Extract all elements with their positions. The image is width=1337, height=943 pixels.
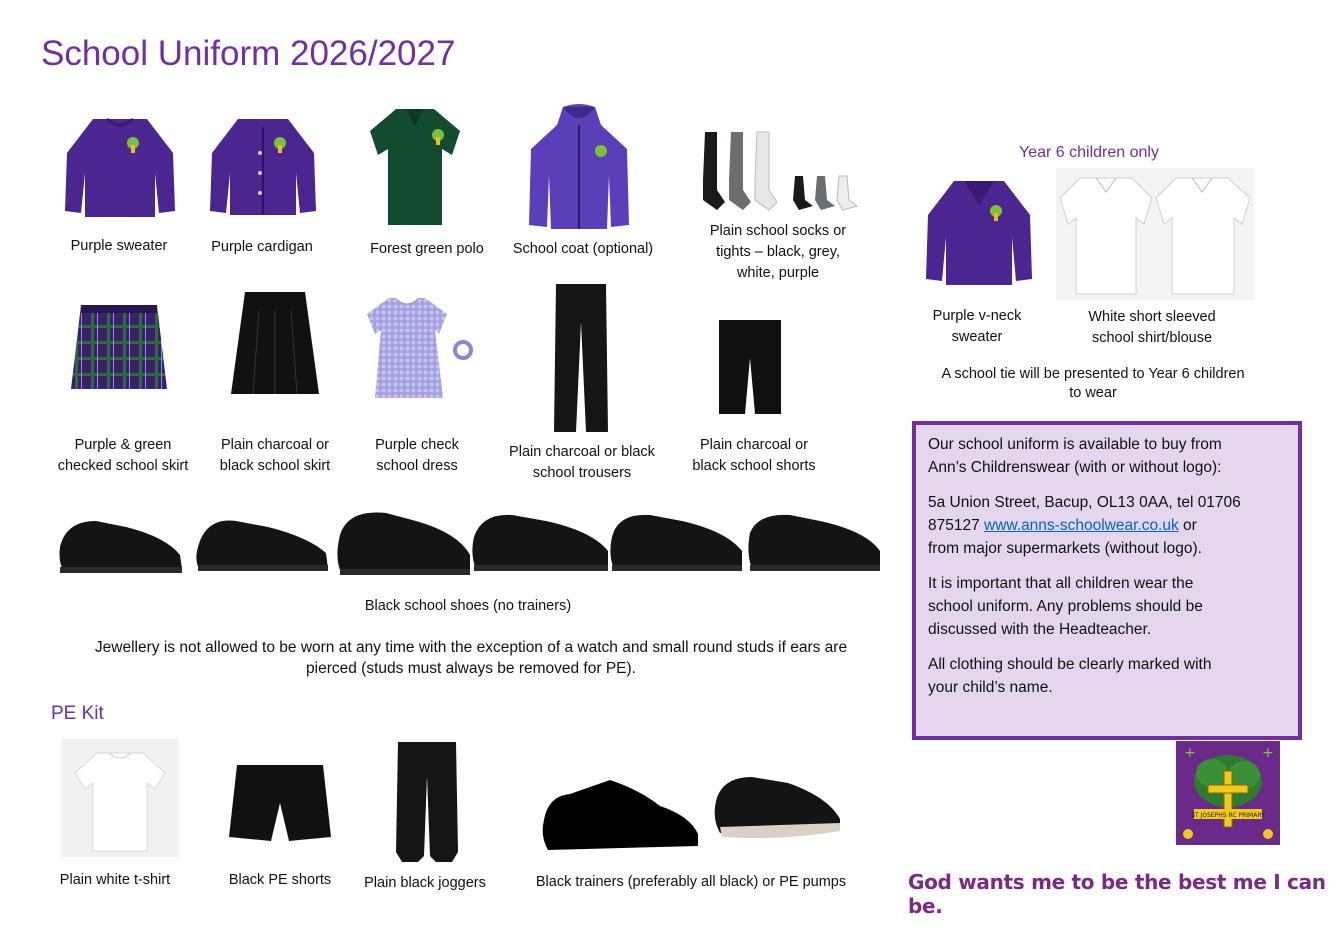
- note-line: to wear: [1069, 385, 1117, 401]
- tie-note: [920, 365, 1266, 403]
- school-coat-image: [527, 105, 631, 231]
- item-label-check-dress: [352, 435, 482, 477]
- schoolwear-website-link[interactable]: www.anns-schoolwear.co.uk: [984, 517, 1179, 534]
- label-line: Purple check: [375, 437, 459, 453]
- item-label-purple-sweater: Purple sweater: [70, 238, 168, 254]
- label-line: black school shorts: [692, 458, 816, 474]
- info-line: school uniform. Any problems should be: [928, 598, 1203, 615]
- info-line: Ann’s Childrenswear (with or without logo):: [928, 459, 1222, 476]
- green-polo-image: [368, 105, 462, 229]
- black-joggers-image: [392, 740, 462, 864]
- charcoal-skirt-image: [229, 290, 321, 400]
- pe-label-joggers: Plain black joggers: [364, 875, 486, 891]
- address-line: 5a Union Street, Bacup, OL13 0AA, tel 01706: [928, 494, 1241, 511]
- label-line: sweater: [951, 329, 1003, 345]
- info-paragraph-address: [928, 491, 1286, 560]
- pe-kit-title: PE Kit: [51, 703, 104, 724]
- label-line: Plain charcoal or black: [509, 444, 655, 460]
- school-shoes-image: [56, 507, 882, 583]
- info-line: from major supermarkets (without logo).: [928, 540, 1202, 557]
- item-label-charcoal-skirt: [205, 435, 345, 477]
- pe-pumps-image: [712, 771, 844, 847]
- label-line: white, purple: [736, 265, 820, 281]
- item-label-school-coat: School coat (optional): [512, 241, 654, 257]
- check-dress-image: [367, 290, 477, 404]
- school-motto: God wants me to be the best me I can be.: [908, 870, 1326, 918]
- item-label-checked-skirt: [45, 435, 201, 477]
- label-line: Plain charcoal or: [221, 437, 329, 453]
- info-paragraph-supplier: [928, 433, 1286, 479]
- info-paragraph-importance: [928, 572, 1286, 641]
- pe-shorts-image: [227, 763, 333, 845]
- info-line: It is important that all children wear the: [928, 575, 1194, 592]
- info-text: or: [1178, 517, 1197, 534]
- uniform-info-box: [912, 421, 1302, 740]
- info-line: Our school uniform is available to buy from: [928, 436, 1222, 453]
- school-logo: [1176, 741, 1280, 845]
- item-label-green-polo: Forest green polo: [370, 241, 484, 257]
- pe-label-tshirt: Plain white t-shirt: [59, 872, 171, 888]
- shoes-label: Black school shoes (no trainers): [364, 598, 572, 614]
- label-line: tights – black, grey,: [716, 244, 840, 260]
- jewellery-note: [40, 637, 902, 679]
- label-line: Plain school socks or: [709, 223, 847, 239]
- svg-text:+: +: [1262, 745, 1274, 761]
- year6-title: Year 6 children only: [1019, 144, 1159, 161]
- label-line: Purple & green: [74, 437, 172, 453]
- note-line: Jewellery is not allowed to be worn at any time with the exception of a watch and small round studs if ears are: [94, 639, 848, 656]
- item-label-shorts: [680, 435, 828, 477]
- year6-label-sweater: [912, 306, 1042, 348]
- label-line: Purple v-neck: [932, 308, 1022, 324]
- page-title: School Uniform 2026/2027: [41, 34, 456, 73]
- info-line: All clothing should be clearly marked with: [928, 656, 1212, 673]
- label-line: school trousers: [532, 465, 632, 481]
- item-label-trousers: [496, 442, 668, 484]
- note-line: pierced (studs must always be removed for PE).: [306, 660, 636, 677]
- label-line: school dress: [376, 458, 458, 474]
- phone-continuation: 875127: [928, 517, 985, 534]
- school-shorts-image: [717, 318, 783, 418]
- checked-skirt-image: [69, 303, 169, 395]
- item-label-purple-cardigan: Purple cardigan: [211, 239, 313, 255]
- purple-cardigan-image: [208, 113, 318, 219]
- pe-label-shorts: Black PE shorts: [228, 872, 332, 888]
- socks-tights-image: [695, 130, 865, 214]
- info-line: discussed with the Headteacher.: [928, 621, 1152, 638]
- year6-label-shirt: [1066, 307, 1238, 349]
- purple-sweater-image: [63, 113, 177, 221]
- item-label-socks: [688, 221, 868, 284]
- info-line: your child’s name.: [928, 679, 1053, 696]
- logo-text: ST JOSEPHS RC PRIMARY: [1191, 812, 1265, 819]
- note-line: A school tie will be presented to Year 6 children: [941, 366, 1245, 382]
- info-paragraph-labelling: [928, 653, 1286, 699]
- label-line: checked school skirt: [57, 458, 189, 474]
- school-trousers-image: [552, 282, 610, 436]
- white-tshirt-image: [61, 739, 179, 857]
- label-line: White short sleeved: [1088, 309, 1216, 325]
- pe-label-trainers: Black trainers (preferably all black) or PE pumps: [535, 874, 847, 890]
- label-line: black school skirt: [219, 458, 331, 474]
- black-trainers-image: [540, 776, 700, 854]
- label-line: school shirt/blouse: [1091, 330, 1213, 346]
- vneck-sweater-image: [924, 175, 1034, 289]
- svg-text:+: +: [1184, 745, 1196, 761]
- label-line: Plain charcoal or: [700, 437, 808, 453]
- white-shirts-image: [1056, 168, 1254, 300]
